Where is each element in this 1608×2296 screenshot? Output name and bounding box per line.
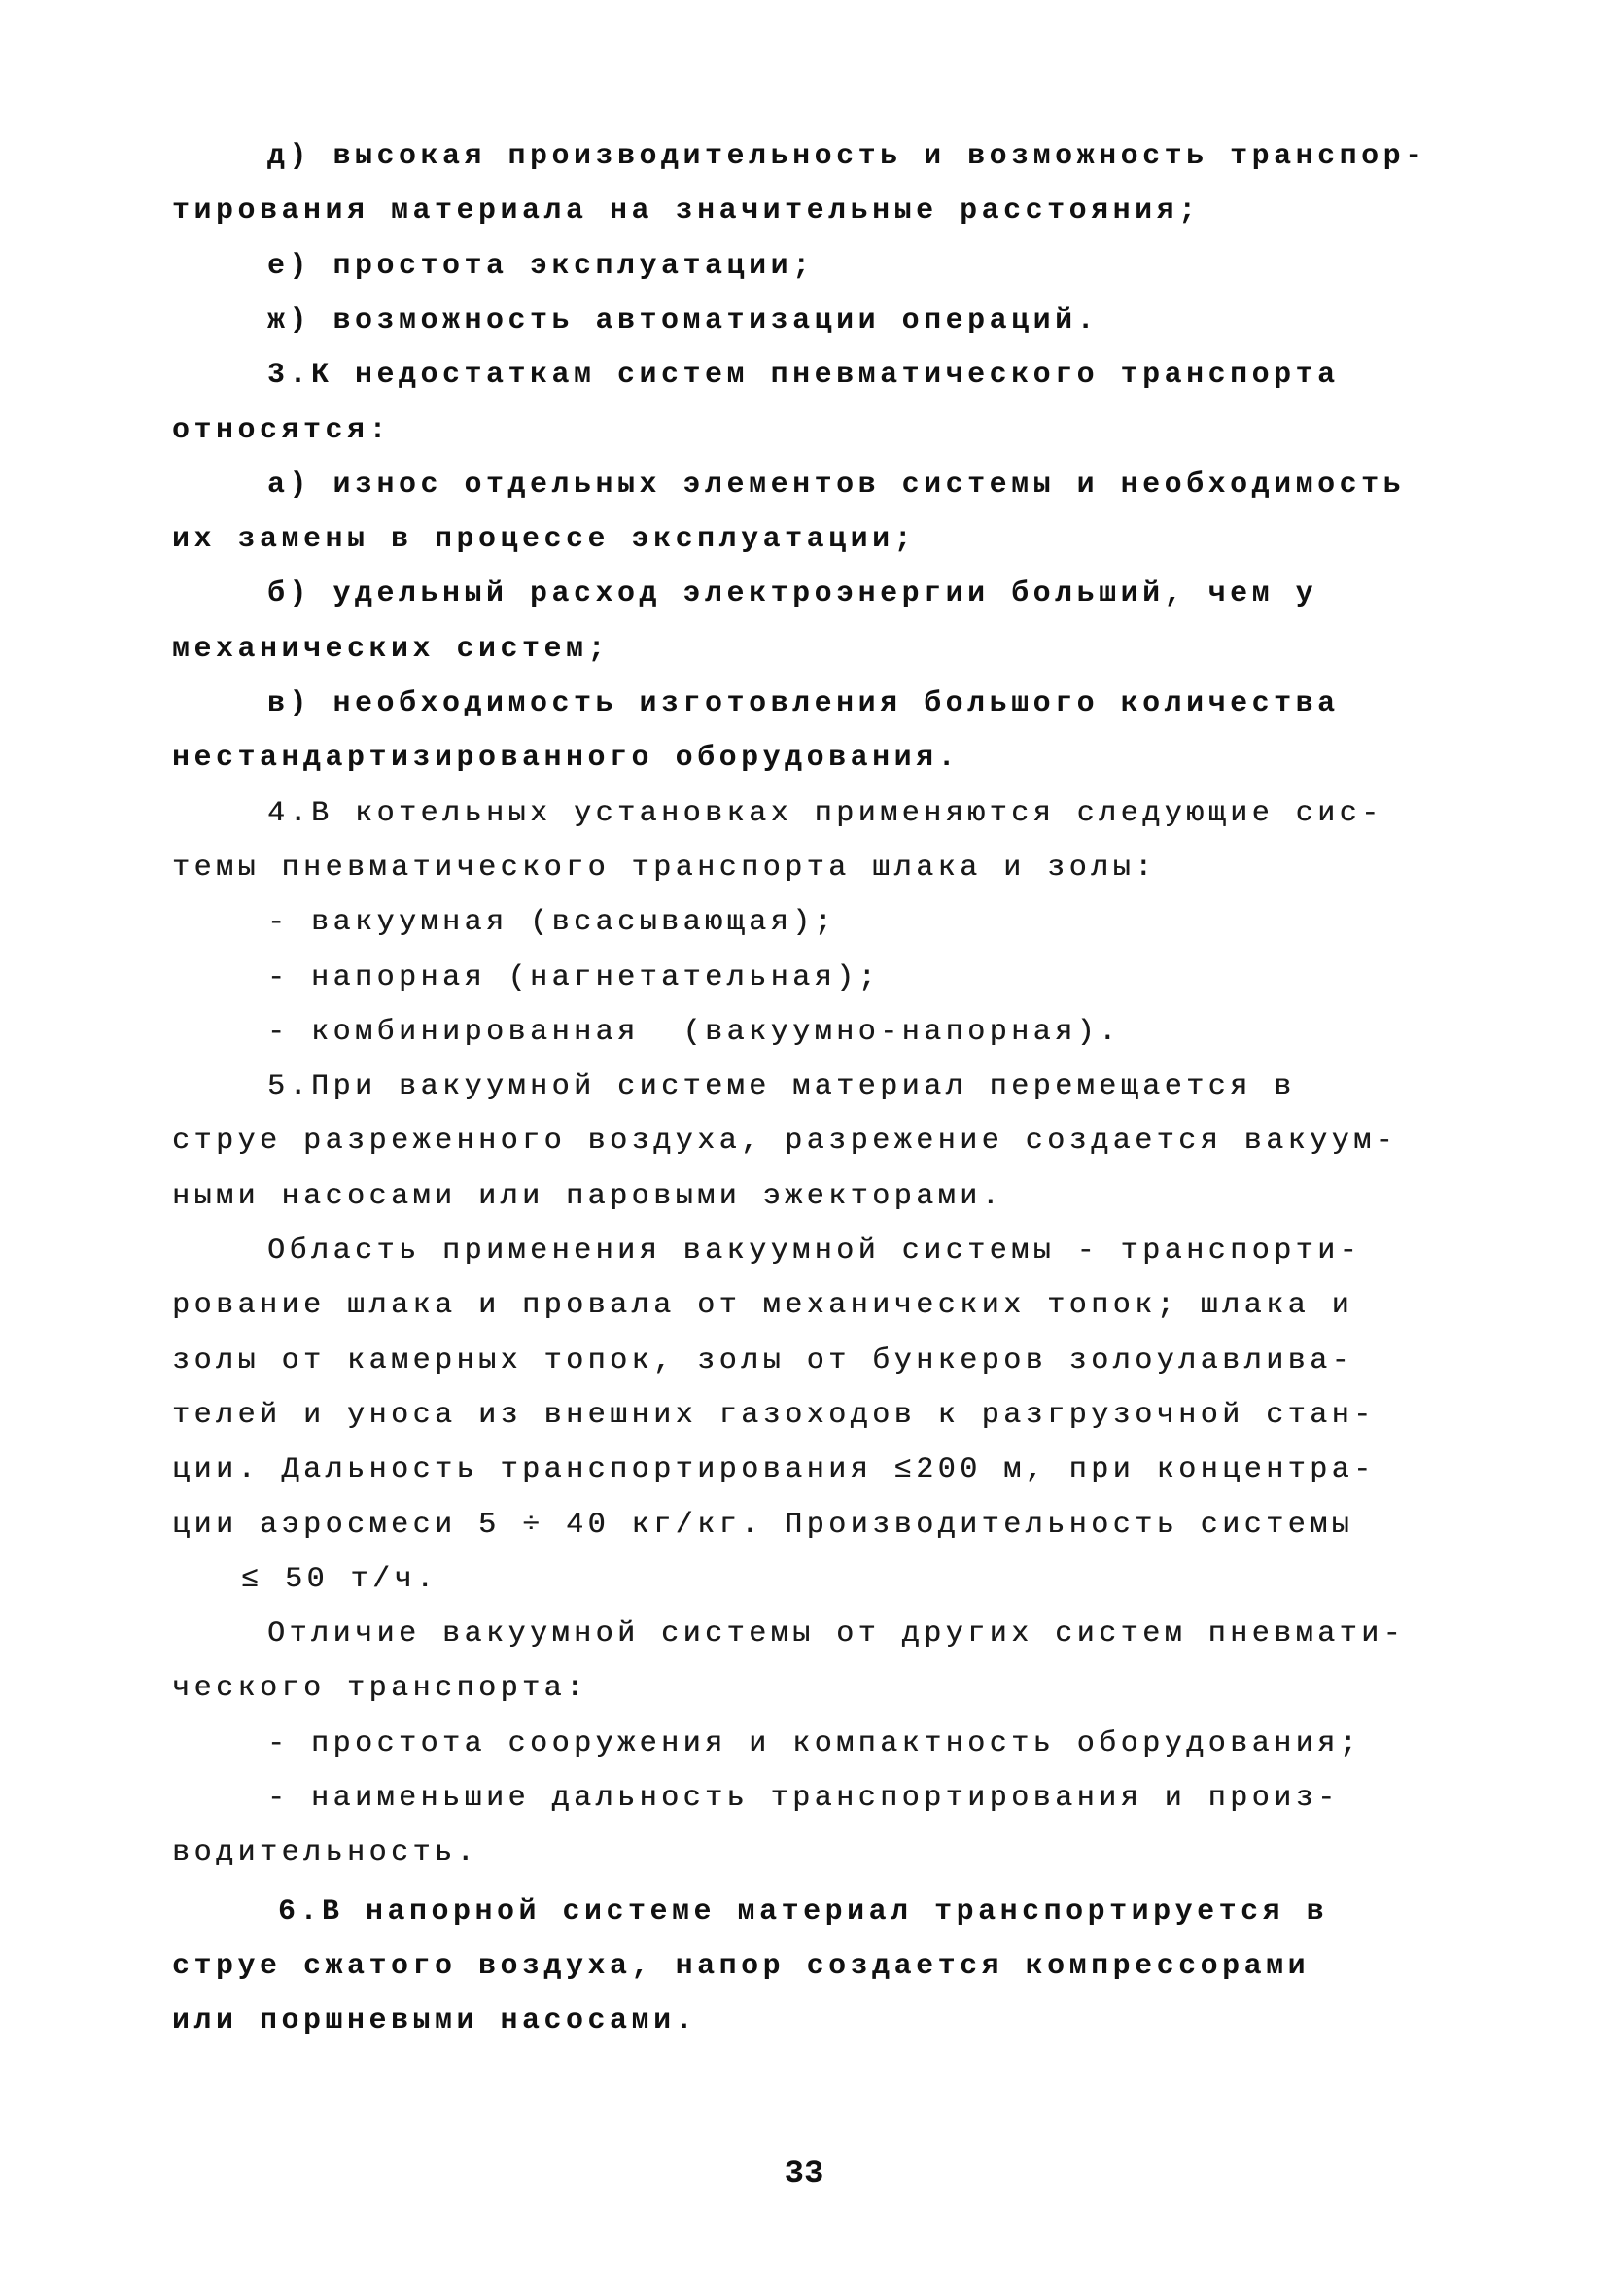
text-line: д) высокая производительность и возможность транспор- (267, 140, 1427, 173)
text-line: телей и уноса из внешних газоходов к разгрузочной стан- (172, 1398, 1376, 1432)
text-line: 3.К недостаткам систем пневматического транспорта (267, 359, 1340, 393)
text-line: е) простота эксплуатации; (267, 249, 815, 283)
text-line: Отличие вакуумной системы от других систем пневмати- (267, 1618, 1406, 1652)
text-line: ческого транспорта: (172, 1672, 588, 1706)
text-line: водительность. (172, 1836, 479, 1870)
text-line: ными насосами или паровыми эжекторами. (172, 1179, 1004, 1213)
text-line: ж) возможность автоматизации операций. (267, 303, 1100, 337)
text-line: нестандартизированного оборудования. (172, 742, 961, 776)
text-line: а) износ отдельных элементов системы и необходимость (267, 468, 1406, 502)
text-line: относятся: (172, 413, 392, 447)
text-line: - наименьшие дальность транспортирования и произ- (267, 1782, 1340, 1815)
text-line: механических систем; (172, 632, 611, 666)
text-line: 5.При вакуумной системе материал перемещается в (267, 1070, 1296, 1104)
text-line: в) необходимость изготовления большого количества (267, 687, 1340, 720)
text-line: б) удельный расход электроэнергии больший, чем у (267, 577, 1318, 611)
text-line: 4.В котельных установках применяются следующие сис- (267, 796, 1383, 830)
text-line: струе сжатого воздуха, напор создается компрессорами (172, 1949, 1311, 1983)
text-line: струе разреженного воздуха, разрежение создается вакуум- (172, 1125, 1398, 1159)
text-line: золы от камерных топок, золы от бункеров золоулавлива- (172, 1343, 1354, 1377)
text-line: - комбинированная (вакуумно-напорная). (267, 1015, 1121, 1049)
text-line: - простота сооружения и компактность оборудования; (267, 1726, 1362, 1760)
page-number: 33 (784, 2156, 824, 2193)
text-line: ≤ 50 т/ч. (241, 1562, 438, 1596)
text-line: Область применения вакуумной системы - транспорти- (267, 1235, 1362, 1268)
text-line: их замены в процессе эксплуатации; (172, 523, 917, 557)
text-line: ции. Дальность транспортирования ≤200 м, при концентра- (172, 1453, 1376, 1487)
text-line: тирования материала на значительные расстояния; (172, 194, 1201, 228)
text-line: ции аэросмеси 5 ÷ 40 кг/кг. Производительность системы (172, 1508, 1354, 1542)
text-line: - вакуумная (всасывающая); (267, 906, 837, 940)
text-line: - напорная (нагнетательная); (267, 960, 881, 994)
text-line: темы пневматического транспорта шлака и золы: (172, 851, 1157, 885)
text-line: или поршневыми насосами. (172, 2004, 698, 2038)
text-line: рование шлака и провала от механических топок; шлака и (172, 1289, 1354, 1323)
text-line: 6.В напорной системе материал транспортируется в (278, 1895, 1329, 1929)
